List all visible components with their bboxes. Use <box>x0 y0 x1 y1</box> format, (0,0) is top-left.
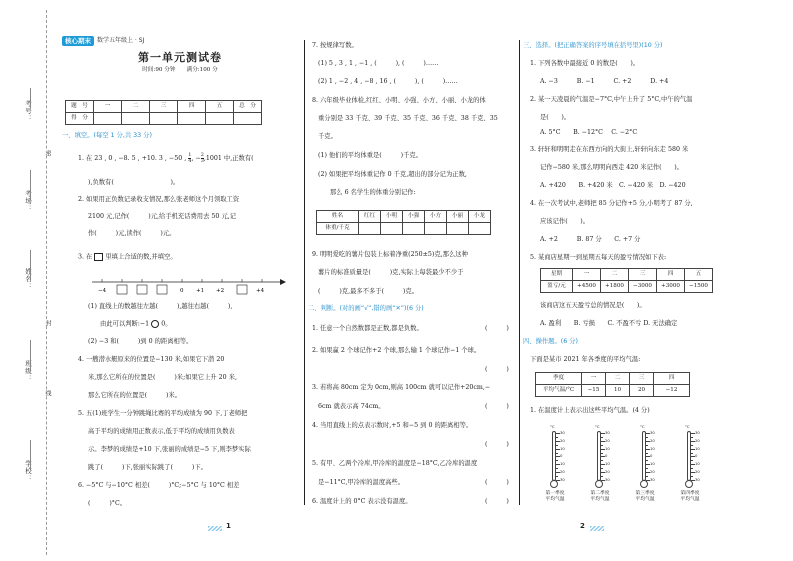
profit-header-cell: 星期 <box>541 269 573 281</box>
brand-subtitle: 数学五年级上 · SJ <box>97 37 145 45</box>
question-3-2: (2) −3 和( )到 0 的距离相等。 <box>88 338 193 345</box>
question-5-line2: 高于平均的成绩用正数表示,低于平均的成绩用负数表 <box>88 428 235 435</box>
season-cell: −15 <box>582 385 606 397</box>
therm-tick <box>646 437 648 438</box>
numberline-label: 0 <box>180 288 184 294</box>
numberline-label: −4 <box>98 288 107 294</box>
choice-2-line2: 是( )。 <box>540 114 571 121</box>
profit-table <box>540 268 713 293</box>
page-number: 1 <box>226 522 231 530</box>
therm-tick-label: 20 <box>650 437 655 443</box>
therm-tick-label: 20 <box>560 437 565 443</box>
seal-mark-xian: 线 <box>44 390 51 396</box>
therm-tick <box>601 460 603 461</box>
season-header-cell: 二 <box>606 373 630 385</box>
therm-tick-label: 20 <box>695 437 700 443</box>
question-6-line1: 6. −5°C 与−10°C 相差( )°C;−5°C 与 10°C 相差 <box>78 482 240 489</box>
school-label: 学校： <box>24 460 32 483</box>
therm-tick <box>691 468 693 469</box>
exam-room-line[interactable] <box>30 170 31 200</box>
section-operation: 四、操作题。(6 分) <box>523 338 578 345</box>
judge-5-line1: 5. 有甲、乙两个冷库,甲冷库的温度是−18°C,乙冷库的温度 <box>312 460 478 467</box>
weight-header-cell: 红红 <box>359 211 381 223</box>
question-4-line2: 米,那么它所在的位置是( )米;如果它上升 20 米, <box>88 374 237 381</box>
therm-tick-label: 10 <box>695 461 700 467</box>
frac-den: 4 <box>188 158 192 164</box>
question-7-2: (2) 1 , −2 , 4 , −8 , 16 , ( ), ( )…… <box>318 78 458 85</box>
score-cell[interactable] <box>206 113 234 125</box>
therm-tick-label: 20 <box>605 469 610 474</box>
name-label: 姓名： <box>24 268 32 291</box>
profit-cell: +1800 <box>601 281 629 293</box>
choice-4-line1: 4. 在一次考试中,老师把 85 分记作+5 分,小明考了 87 分, <box>530 200 693 207</box>
question-8-line3: 千克。 <box>318 133 337 140</box>
choice-3-line1: 3. 轩轩和明明走在东西方向的大街上,轩轩向东走 580 米 <box>530 146 689 153</box>
choice-4-options: A. +2 B. 87 分 C. +7 分 <box>540 236 641 243</box>
exam-room-label: 考场： <box>24 190 32 213</box>
seal-line <box>46 10 47 555</box>
therm-tick-label: 20 <box>650 469 655 474</box>
weight-header-cell: 小强 <box>403 211 425 223</box>
judge-2-answer[interactable]: ( ) <box>485 366 509 373</box>
season-header-cell: 季度 <box>536 373 582 385</box>
profit-header-cell: 二 <box>601 269 629 281</box>
section-judge: 二、判断。(对的画“√”,错的画“✕”)(6 分) <box>308 305 424 312</box>
judge-5-line2: 是−11°C,甲冷库的温度高些。 <box>318 479 405 486</box>
judge-6: 6. 温度计上的 0°C 表示没有温度。 <box>312 498 412 505</box>
therm-tick <box>601 476 603 477</box>
season-cell: 10 <box>606 385 630 397</box>
profit-cell: 盈亏/元 <box>541 281 573 293</box>
question-6-line2: ( )°C。 <box>88 500 127 507</box>
choice-3-options: A. +420 B. +420 米 C. −420 米 D. −420 <box>540 182 686 189</box>
therm-tick-label: 30 <box>650 476 655 482</box>
q1-text: 1. 在 23 , 0 , −8. 5 , +10. 3 , −50 , <box>78 155 187 162</box>
q3-text: 里填上合适的数,并填空。 <box>105 253 177 261</box>
question-7-1: (1) 5 , 3 , 1 , −1 , ( ), ( )…… <box>318 60 439 67</box>
weight-header-cell: 小丽 <box>447 211 469 223</box>
therm-tick <box>646 445 648 446</box>
operation-1: 1. 在温度计上表示出这些平均气温。(4 分) <box>530 407 650 414</box>
therm-tick <box>601 437 603 438</box>
weight-header-cell: 姓名 <box>317 211 359 223</box>
profit-header-cell: 五 <box>685 269 713 281</box>
score-header-cell: 总 分 <box>234 101 262 113</box>
therm-tick <box>691 476 693 477</box>
therm-tick <box>556 468 558 469</box>
question-8-2a: (2) 如果把平均体重记作 0 千克,超出的部分记为正数, <box>318 171 467 178</box>
therm-bulb-icon <box>640 480 648 488</box>
numberline-answer-box[interactable] <box>157 285 167 294</box>
frac-num: 2 <box>200 152 204 158</box>
therm-tick-label: 0 <box>650 453 653 459</box>
profit-header-cell: 四 <box>657 269 685 281</box>
therm-tick <box>646 468 648 469</box>
therm-caption: 第三季度 平均气温 <box>635 491 655 502</box>
weight-header-cell: 小方 <box>425 211 447 223</box>
therm-tick <box>646 453 648 454</box>
score-cell[interactable] <box>150 113 178 125</box>
question-7: 7. 按规律写数。 <box>312 42 358 49</box>
season-header-cell: 一 <box>582 373 606 385</box>
question-2-line3: 作( )元,读作( )元。 <box>88 230 176 237</box>
question-3-1a: (1) 直线上的数越往左越( ),越往右越( ), <box>88 303 233 310</box>
q1-text: ,1001 中,正数有( <box>203 155 254 162</box>
choice-2-line1: 2. 某一天凌晨的气温是−7°C,中午上升了 5°C,中午的气温 <box>530 96 693 103</box>
therm-tick-label: 10 <box>695 445 700 451</box>
judge-6-answer[interactable]: ( ) <box>485 498 509 505</box>
score-cell[interactable] <box>234 113 262 125</box>
question-4-line1: 4. 一艘潜水艇原来的位置是−130 米,如果它下潜 20 <box>78 356 225 363</box>
section-choice: 三、选择。(把正确答案的序号填在括号里)(10 分) <box>523 42 663 49</box>
question-5-line1: 5. 五(1)班学生一分钟跳绳比赛的平均成绩为 90 下,丁老师把 <box>78 410 248 417</box>
weight-header-cell: 小龙 <box>469 211 491 223</box>
judge-1-answer[interactable]: ( ) <box>485 325 509 332</box>
therm-unit: °C <box>640 424 645 429</box>
page-decoration <box>208 526 222 531</box>
numberline-answer-box[interactable] <box>237 285 247 294</box>
weight-cell[interactable] <box>359 223 381 235</box>
judge-3-line2: 6cm 就表示高 74cm。 <box>318 403 385 410</box>
therm-tick <box>556 476 558 477</box>
therm-tick-label: 10 <box>650 461 655 467</box>
therm-tick <box>601 453 603 454</box>
numberline-answer-box[interactable] <box>117 285 127 294</box>
score-cell[interactable] <box>94 113 122 125</box>
therm-unit: °C <box>685 424 690 429</box>
score-cell[interactable] <box>178 113 206 125</box>
question-2-line2: 2100 元,记作( )元,给手机充话费用去 50 元,记 <box>88 213 237 220</box>
therm-unit: °C <box>595 424 600 429</box>
weight-cell[interactable] <box>469 223 491 235</box>
column-divider <box>304 40 305 505</box>
season-cell: 平均气温/°C <box>536 385 582 397</box>
season-cell: −12 <box>654 385 690 397</box>
choice-4-line2: 应该记作( )。 <box>540 218 589 225</box>
profit-cell: +4500 <box>573 281 601 293</box>
question-1-line2: ),负数有( )。 <box>88 179 180 186</box>
weight-cell[interactable] <box>447 223 469 235</box>
question-2-line1: 2. 如果用正负数记录收支情况,那么张老师这个月领取工资 <box>78 196 240 203</box>
judge-3-line1: 3. 若将高 80cm 定为 0cm,则高 100cm 就可以记作+20cm,− <box>312 384 491 391</box>
judge-5-answer[interactable]: ( ) <box>485 479 509 486</box>
choice-3-line2: 记作−580 米,那么明明向西走 420 米记作( )。 <box>540 164 683 171</box>
therm-tick-label: 30 <box>560 476 565 482</box>
profit-header-cell: 三 <box>629 269 657 281</box>
seal-mark-mi: 密 <box>44 150 51 156</box>
therm-tick <box>646 476 648 477</box>
question-3 <box>78 253 177 261</box>
class-line[interactable] <box>30 340 31 370</box>
weight-cell[interactable] <box>381 223 403 235</box>
seal-mark-feng: 封 <box>44 320 51 326</box>
numberline-label: +1 <box>196 288 205 294</box>
therm-tick-label: 10 <box>560 445 565 451</box>
question-9-line1: 9. 明明爱吃的薯片包装上标着净重(250±5)克,那么这种 <box>312 251 468 258</box>
choice-2-options: A. 5°C B. −12°C C. −2°C <box>540 129 638 136</box>
choice-1: 1. 下列各数中最接近 0 的数是( )。 <box>530 60 640 67</box>
score-header-cell: 四 <box>178 101 206 113</box>
therm-caption: 第二季度 平均气温 <box>590 491 610 502</box>
therm-tick-label: 30 <box>605 476 610 482</box>
score-cell[interactable] <box>122 113 150 125</box>
thermometer[interactable] <box>670 425 710 509</box>
frac-num: 1 <box>188 152 192 158</box>
judge-2: 2. 如果赢 2 个球记作+2 个球,那么输 1 个球记作−1 个球。 <box>312 347 481 354</box>
page-number: 2 <box>580 522 585 530</box>
question-8-line2: 重分别是 33 千克、39 千克、35 千克、36 千克、38 千克、35 <box>318 115 498 122</box>
therm-tick-label: 30 <box>650 430 655 435</box>
exam-title: 第一单元测试卷 <box>138 51 222 64</box>
judge-4: 4. 当用直线上的点表示数时,+5 和−5 到 0 的距离相等。 <box>312 422 473 429</box>
judge-4-answer[interactable]: ( ) <box>485 441 509 448</box>
question-8-2b: 那么 6 名学生的体重分别记作: <box>330 189 416 196</box>
profit-cell: +3000 <box>657 281 685 293</box>
question-9-line3: ( )克,最多不多于( )克。 <box>318 288 418 295</box>
therm-tick <box>601 468 603 469</box>
question-8-line1: 8. 六年级毕业体检,红红、小明、小强、小方、小丽、小龙的体 <box>312 97 486 104</box>
score-header-cell: 二 <box>122 101 150 113</box>
therm-tick-label: 30 <box>560 430 565 435</box>
frac-den: 3 <box>200 158 204 164</box>
therm-tick <box>601 445 603 446</box>
question-8-1: (1) 他们的平均体重是( )千克。 <box>318 152 422 159</box>
answer-box-icon[interactable] <box>94 253 103 261</box>
profit-cell: −3000 <box>629 281 657 293</box>
score-header-cell: 五 <box>206 101 234 113</box>
therm-bulb-icon <box>595 480 603 488</box>
therm-tick-label: 20 <box>605 437 610 443</box>
therm-tick-label: 20 <box>695 469 700 474</box>
choice-1-options: A. −3 B. −1 C. +2 D. +4 <box>540 78 669 85</box>
therm-bulb-icon <box>550 480 558 488</box>
class-label: 班级： <box>24 360 32 383</box>
judge-3-answer[interactable]: ( ) <box>485 403 509 410</box>
therm-tick <box>556 453 558 454</box>
question-4-line3: 那么它所在的位置是( )米。 <box>88 392 182 399</box>
therm-tick-label: 0 <box>560 453 563 459</box>
score-row-label: 得 分 <box>66 113 94 125</box>
question-5-line3: 示。李梦的成绩是+10 下,张丽的成绩是−5 下,则李梦实际 <box>88 446 251 453</box>
exam-meta: 时间:90 分钟 满分:100 分 <box>142 67 218 73</box>
question-1 <box>78 153 254 164</box>
operation-intro: 下面是某市 2021 年各季度的平均气温: <box>530 356 641 363</box>
numberline-label: +2 <box>216 288 225 294</box>
q3-text: 0。 <box>161 320 172 328</box>
therm-tick <box>691 437 693 438</box>
therm-tick <box>556 460 558 461</box>
weight-header-cell: 小明 <box>381 211 403 223</box>
name-line[interactable] <box>30 250 31 280</box>
numberline-label: +4 <box>256 288 265 294</box>
thermometer[interactable] <box>625 425 665 509</box>
q3-text: 由此可以判断:−1 <box>100 320 150 328</box>
q1-text: , − <box>191 155 201 162</box>
brand-header <box>62 36 144 46</box>
binding-margin <box>0 0 58 561</box>
score-table <box>65 100 262 125</box>
question-9-line2: 薯片的标准质量是( )克,实际上每袋最少不少于 <box>318 269 464 276</box>
numberline-answer-box[interactable] <box>137 285 147 294</box>
q3-text: 3. 在 <box>78 253 93 261</box>
thermometer[interactable] <box>535 425 575 509</box>
therm-tick <box>691 445 693 446</box>
profit-cell: −1500 <box>685 281 713 293</box>
judge-1: 1. 任意一个自然数都是正数,都是负数。 <box>312 325 423 332</box>
thermometer[interactable] <box>580 425 620 509</box>
score-header-cell: 题 号 <box>66 101 94 113</box>
therm-tick <box>556 445 558 446</box>
choice-5-options: A. 盈利 B. 亏损 C. 不盈不亏 D. 无法确定 <box>540 320 678 327</box>
profit-header-cell: 一 <box>573 269 601 281</box>
therm-bulb-icon <box>685 480 693 488</box>
therm-tick-label: 0 <box>605 453 608 459</box>
therm-caption: 第四季度 平均气温 <box>680 491 700 502</box>
season-header-cell: 三 <box>630 373 654 385</box>
therm-tick-label: 30 <box>605 430 610 435</box>
question-5-line4: 跳了( )下,张丽实际跳了( )下。 <box>88 464 207 471</box>
season-cell: 20 <box>630 385 654 397</box>
weight-row-label: 体重/千克 <box>317 223 359 235</box>
therm-tick <box>646 460 648 461</box>
therm-tick-label: 30 <box>695 430 700 435</box>
therm-tick-label: 10 <box>605 461 610 467</box>
therm-caption: 第一季度 平均气温 <box>545 491 565 502</box>
number-line <box>88 268 288 296</box>
exam-number-label: 考号： <box>24 100 32 123</box>
season-temp-table <box>535 372 690 397</box>
choice-5-question: 该商店这五天盈亏总的情况是( )。 <box>540 302 646 309</box>
weight-cell[interactable] <box>425 223 447 235</box>
page-decoration <box>590 526 604 531</box>
brand-logo: 核心期末 <box>62 36 94 46</box>
therm-tick-label: 10 <box>650 445 655 451</box>
question-3-1b <box>100 320 172 328</box>
exam-number-line[interactable] <box>30 88 31 108</box>
compare-circle-icon[interactable] <box>151 320 159 328</box>
score-header-cell: 三 <box>150 101 178 113</box>
therm-tick-label: 0 <box>695 453 698 459</box>
therm-tick-label: 30 <box>695 476 700 482</box>
weight-cell[interactable] <box>403 223 425 235</box>
score-header-cell: 一 <box>94 101 122 113</box>
therm-tick-label: 10 <box>560 461 565 467</box>
choice-5: 5. 某商店星期一到星期五每天的盈亏情况如下表: <box>530 254 667 261</box>
therm-unit: °C <box>550 424 555 429</box>
therm-tick <box>691 460 693 461</box>
therm-tick-label: 20 <box>560 469 565 474</box>
weight-table <box>316 210 491 235</box>
column-divider <box>519 40 520 505</box>
therm-tick <box>691 453 693 454</box>
therm-tick <box>556 437 558 438</box>
school-line[interactable] <box>30 440 31 470</box>
section-fill-blank: 一、填空。(每空 1 分,共 33 分) <box>62 132 152 139</box>
therm-tick-label: 10 <box>605 445 610 451</box>
season-header-cell: 四 <box>654 373 690 385</box>
